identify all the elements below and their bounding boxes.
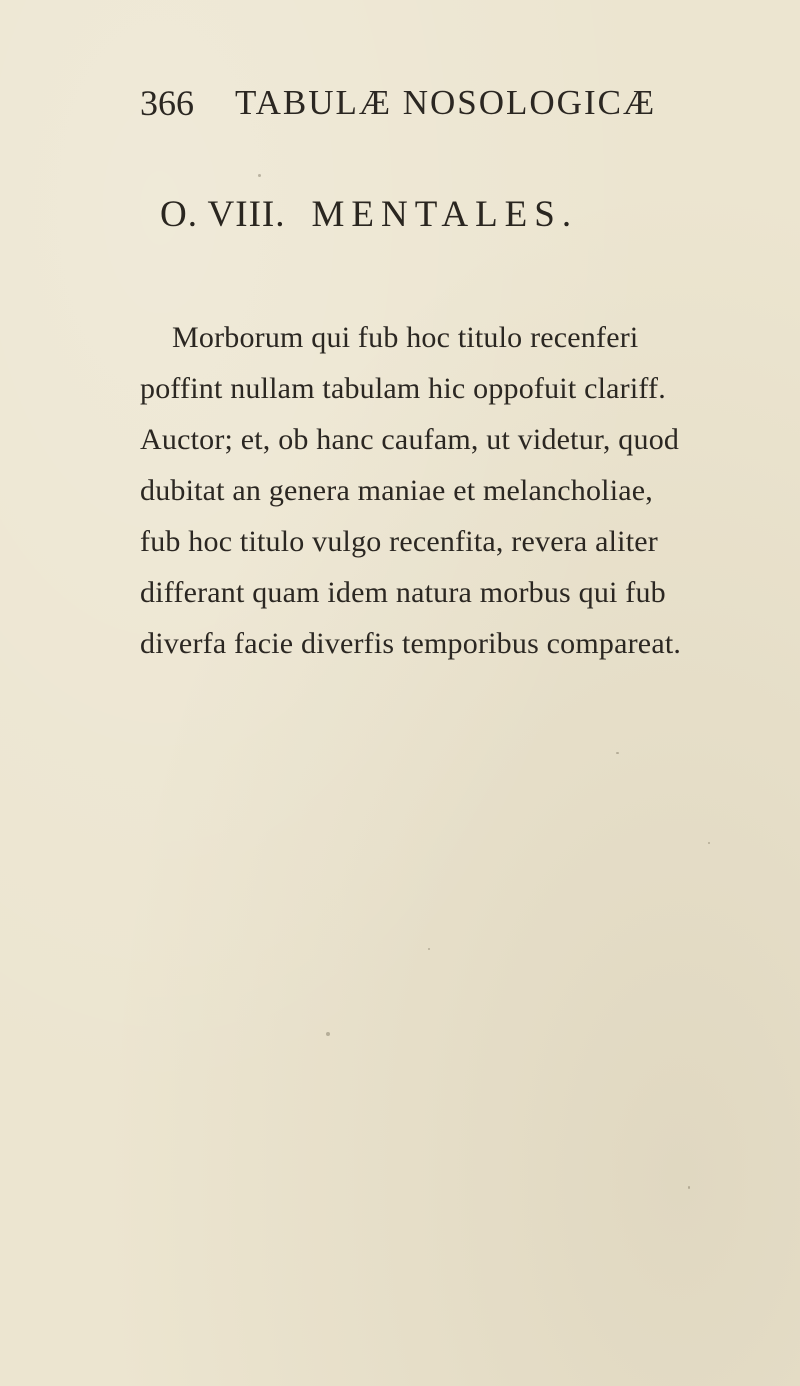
text-line: fub hoc titulo vulgo recenfita, revera aliter	[140, 525, 658, 558]
section-order: O. VIII.	[160, 194, 286, 235]
body-paragraph	[140, 312, 740, 669]
section-name: MENTALES.	[311, 194, 579, 235]
paper-speck	[326, 1032, 330, 1036]
text-line: dubitat an genera maniae et melancholiae,	[140, 474, 653, 507]
text-line: diverfa facie diverfis temporibus compareat.	[140, 627, 682, 660]
text-line: Auctor; et, ob hanc caufam, ut videtur, quod	[140, 423, 680, 456]
running-head	[140, 78, 660, 128]
text-line: poffint nullam tabulam hic oppofuit clariff.	[140, 372, 666, 405]
paper-speck	[708, 842, 710, 844]
paper-speck	[616, 752, 619, 754]
paper-speck	[428, 948, 430, 950]
section-heading	[160, 190, 720, 240]
paper-speck	[688, 1186, 690, 1189]
paper-speck	[258, 174, 261, 177]
text-line: Morborum qui fub hoc titulo recenferi	[172, 321, 639, 354]
text-line: differant quam idem natura morbus qui fub	[140, 576, 666, 609]
page-number: 366	[140, 83, 194, 123]
running-title: TABULÆ NOSOLOGICÆ	[235, 83, 657, 122]
